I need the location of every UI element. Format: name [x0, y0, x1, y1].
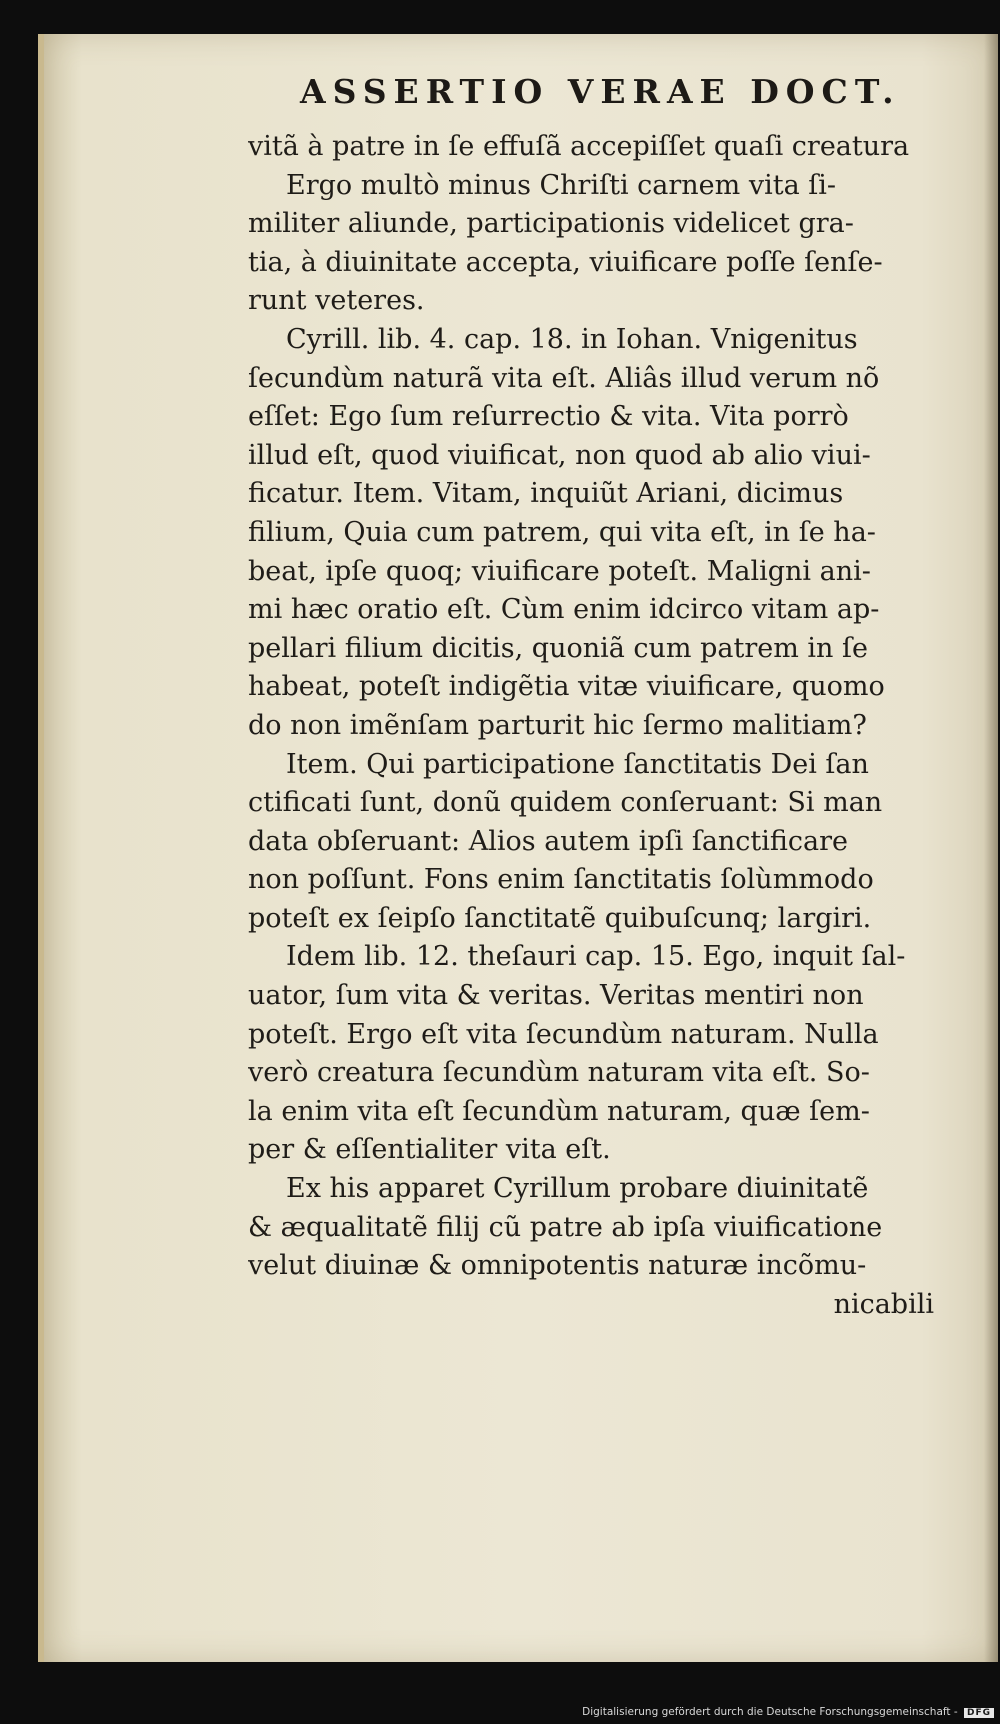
digitization-credit [582, 1706, 994, 1718]
text-line: militer aliunde, participationis videlicet gra- [248, 208, 854, 240]
text-line: eſſet: Ego ſum reſurrectio & vita. Vita porrò [248, 401, 849, 433]
digitization-credit-text: Digitalisierung gefördert durch die Deutsche Forschungsgemeinschaft - [582, 1706, 958, 1718]
text-line: ficatur. Item. Vitam, inquiũt Ariani, dicimus [248, 478, 844, 510]
text-line: per & eſſentialiter vita eſt. [248, 1134, 611, 1166]
text-line: ſecundùm naturã vita eſt. Aliâs illud verum nõ [248, 362, 880, 394]
text-line: beat, ipſe quoq; viuificare poteſt. Maligni ani- [248, 555, 871, 587]
catchword: nicabili [833, 1288, 934, 1320]
text-line: uator, ſum vita & veritas. Veritas mentiri non [248, 980, 864, 1012]
text-line: velut diuinæ & omnipotentis naturæ incõmu- [248, 1250, 867, 1282]
text-line: Ergo multò minus Chriſti carnem vita ſi- [286, 169, 837, 201]
dfg-logo-icon: DFG [964, 1708, 994, 1718]
page-edge-shadow [984, 34, 998, 1662]
text-line: ctificati ſunt, donũ quidem conſeruant: Si man [248, 787, 883, 819]
text-line: data obſeruant: Alios autem ipſi ſanctificare [248, 825, 849, 857]
text-line: non poſſunt. Fons enim ſanctitatis ſolùmmodo [248, 864, 874, 896]
text-line: illud eſt, quod viuificat, non quod ab alio viui- [248, 439, 871, 471]
text-line: Item. Qui participatione ſanctitatis Dei ſan [286, 748, 869, 780]
text-line: Cyrill. lib. 4. cap. 18. in Iohan. Vnigenitus [286, 323, 858, 355]
text-line: runt veteres. [248, 285, 425, 317]
text-line: Ex his apparet Cyrillum probare diuinitatẽ [286, 1173, 869, 1205]
text-line: poteſt ex ſeipſo ſanctitatẽ quibuſcunq; largiri. [248, 902, 872, 934]
text-line: do non imẽnſam parturit hic ſermo malitiam? [248, 709, 867, 741]
text-line: verò creatura ſecundùm naturam vita eſt. So- [248, 1057, 870, 1089]
text-line: pellari filium dicitis, quoniã cum patrem in ſe [248, 632, 868, 664]
text-line: Idem lib. 12. theſauri cap. 15. Ego, inquit ſal- [286, 941, 906, 973]
text-line: mi hæc oratio eſt. Cùm enim idcirco vitam ap- [248, 594, 880, 626]
running-head: ASSERTIO VERAE DOCT. [300, 72, 901, 111]
text-line: poteſt. Ergo eſt vita ſecundùm naturam. Nulla [248, 1018, 879, 1050]
text-line: & æqualitatẽ filij cũ patre ab ipſa viuificatione [248, 1211, 883, 1243]
text-line: vitã à patre in ſe effuſã accepiſſet quaſi creatura [248, 131, 910, 162]
text-line: la enim vita eſt ſecundùm naturam, quæ ſem- [248, 1095, 870, 1127]
text-block [248, 128, 938, 1324]
text-line: habeat, poteſt indigẽtia vitæ viuificare, quomo [248, 671, 885, 703]
text-line: filium, Quia cum patrem, qui vita eſt, in ſe ha- [248, 516, 876, 548]
text-line: tia, à diuinitate accepta, viuificare poſſe ſenſe- [248, 246, 883, 278]
